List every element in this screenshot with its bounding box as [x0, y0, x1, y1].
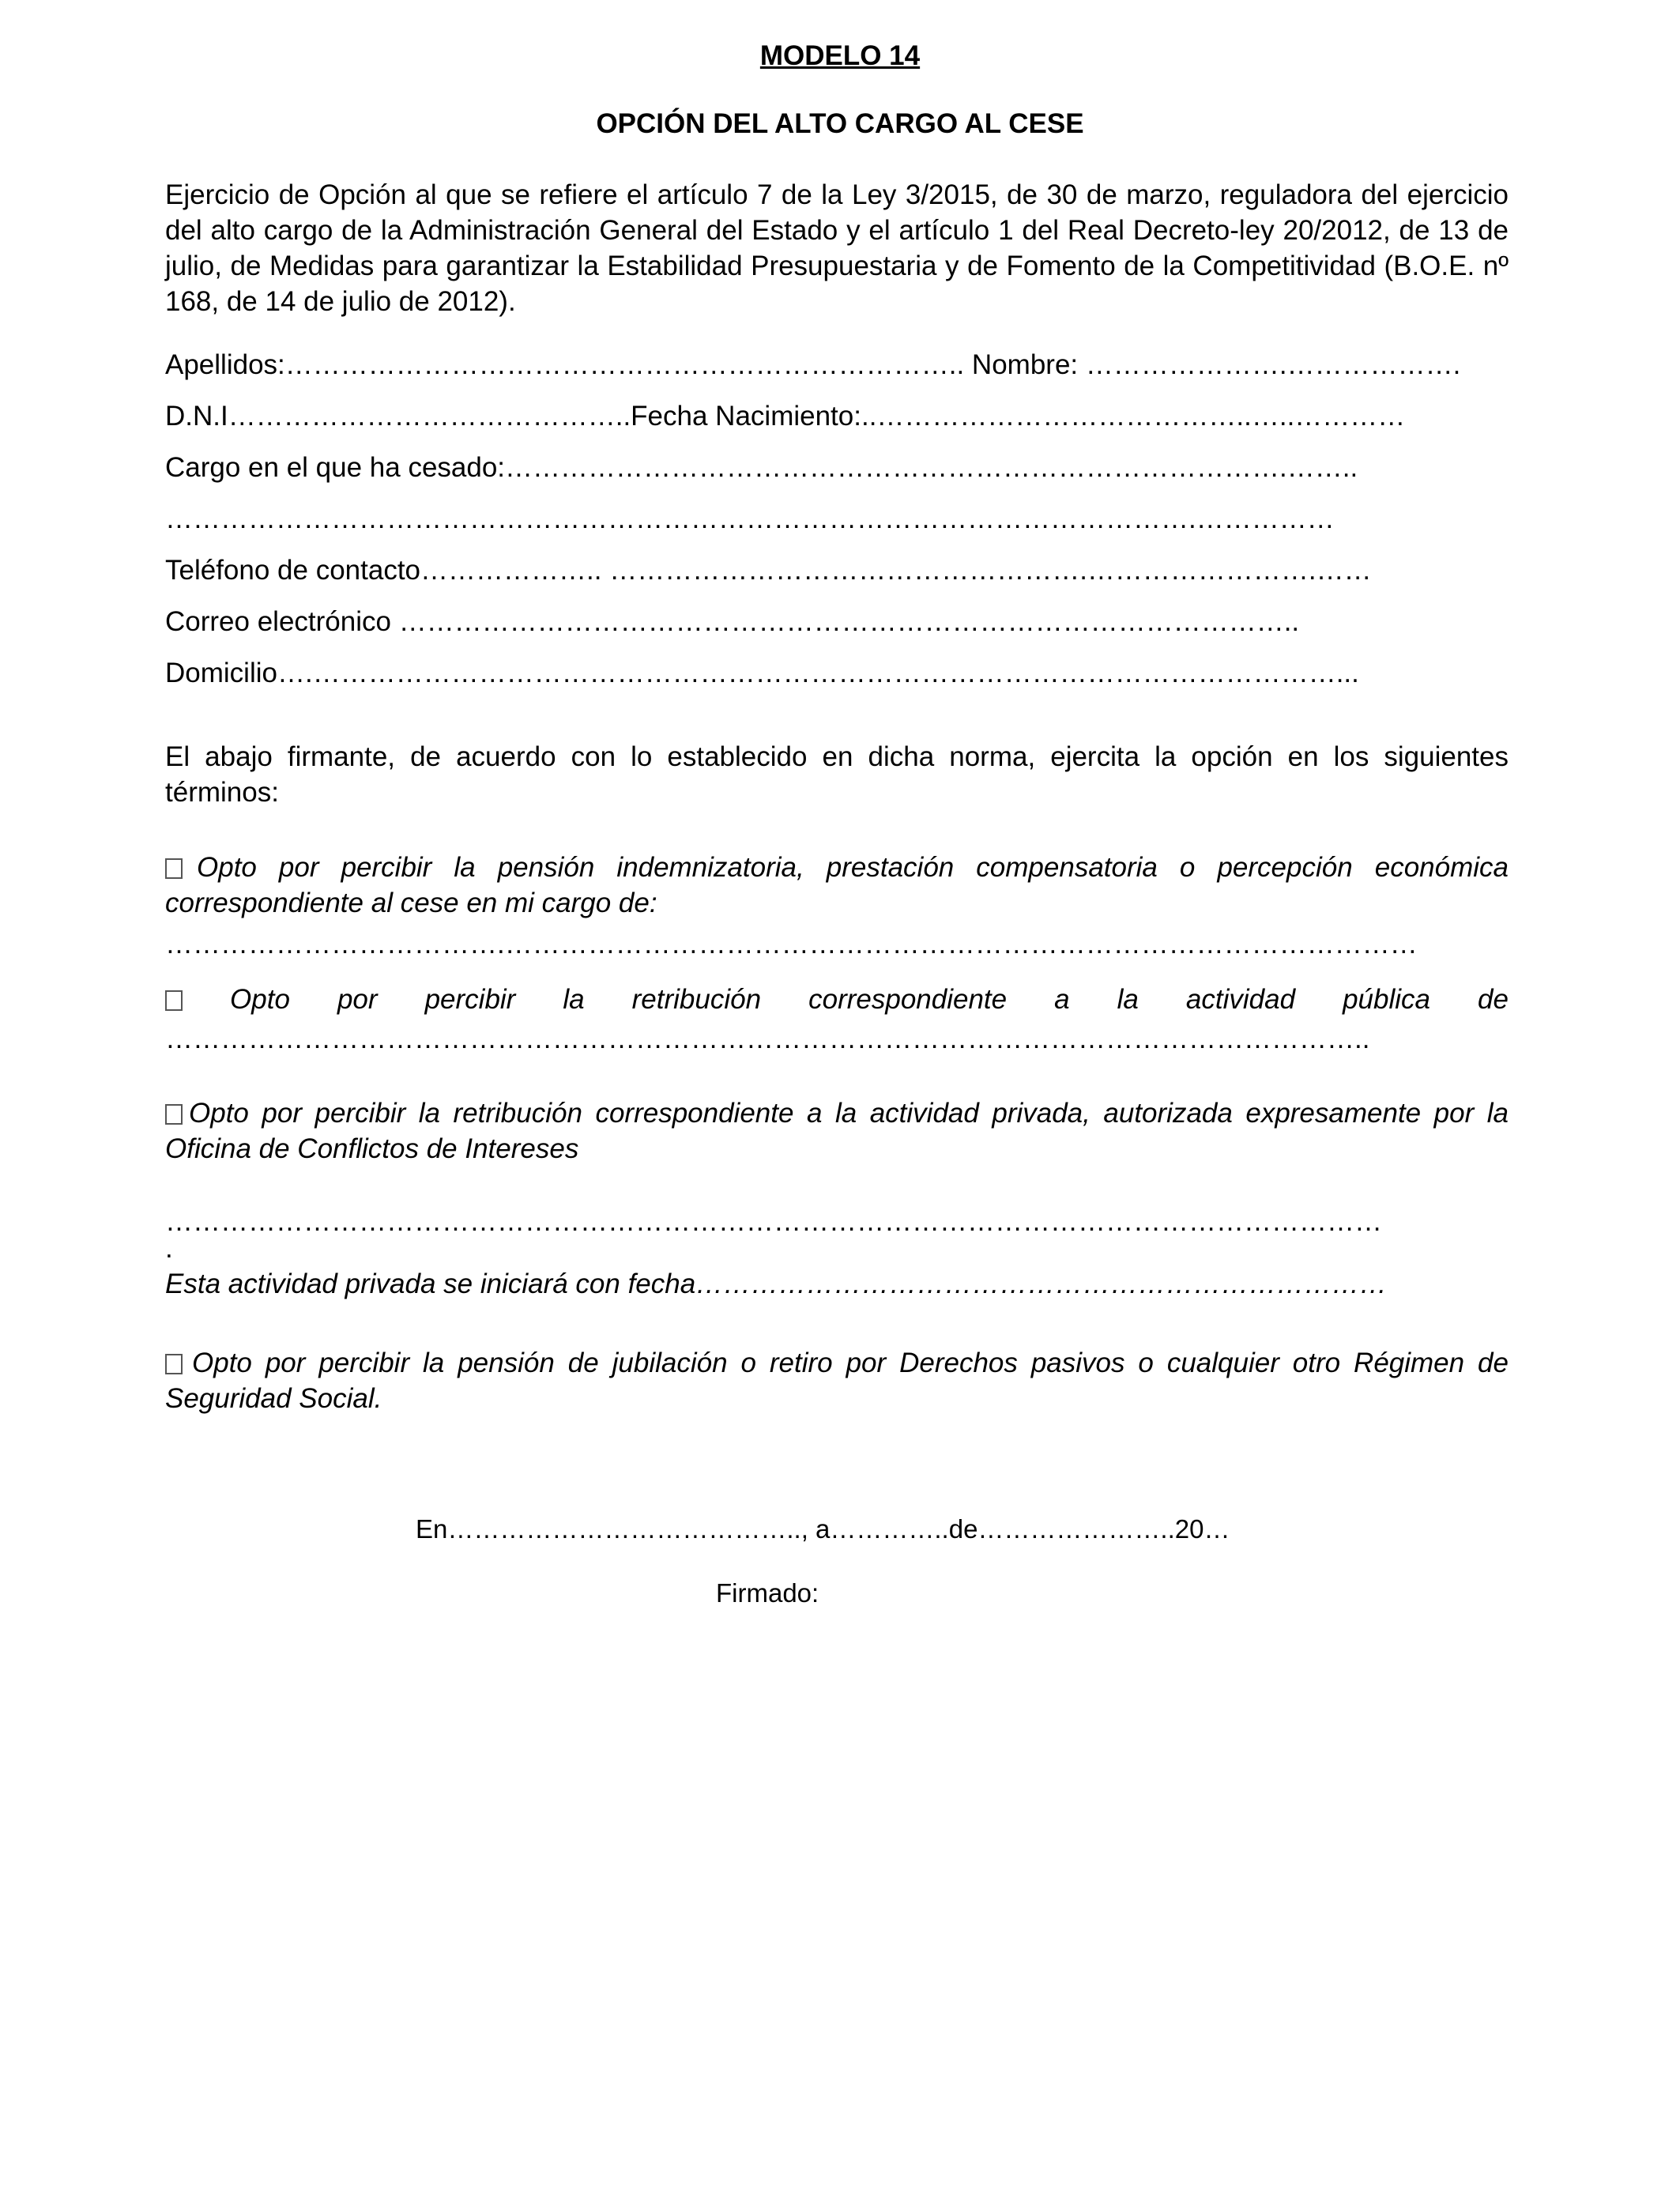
option-2-word: pública [1343, 984, 1431, 1015]
correo-field[interactable]: Correo electrónico …………………………………………………………………………………….. [165, 606, 1300, 637]
option-2-checkbox[interactable] [165, 990, 183, 1011]
dni-fecha-field[interactable]: D.N.I……………………………………..Fecha Nacimiento:..…………………………………..…..………… [165, 401, 1406, 432]
option-2-word: la [1117, 984, 1139, 1015]
option-2-word: de [1478, 984, 1509, 1015]
option-3 [165, 1095, 1509, 1167]
intro-paragraph: Ejercicio de Opción al que se refiere el artículo 7 de la Ley 3/2015, de 30 de marzo, reguladora del ejercicio del alto cargo de la Administración General del Estado y el artículo 1 del Real Decreto-ley 20/2012, de 13 de julio, de Medidas para garantizar la Estabilidad Presupuestaria y de Fomento de la Competitividad (B.O.E. nº 168, de 14 de julio de 2012). [165, 179, 1509, 317]
option-4-text: Opto por percibir la pensión de jubilación o retiro por Derechos pasivos o cualquier otro Régimen de Seguridad Social. [165, 1348, 1509, 1414]
option-2-word: actividad [1185, 984, 1296, 1015]
option-2-word: percibir [424, 984, 516, 1015]
option-2-word: a [1054, 984, 1070, 1015]
option-3-checkbox[interactable] [165, 1104, 183, 1125]
option-1 [165, 850, 1509, 921]
cargo-field[interactable]: Cargo en el que ha cesado:………………………………………………………………………….…….. [165, 452, 1358, 483]
page-title: OPCIÓN DEL ALTO CARGO AL CESE [596, 108, 1084, 139]
telefono-field[interactable]: Teléfono de contacto……………….. …………………………………………….…………………….…… [165, 555, 1372, 586]
option-3-dot: . [165, 1233, 173, 1264]
option-2-word: Opto [230, 984, 290, 1015]
option-2-checkbox-wrap[interactable] [165, 982, 183, 1018]
signed-label: Firmado: [716, 1578, 819, 1608]
option-2-word: la [563, 984, 585, 1015]
model-number: MODELO 14 [759, 40, 921, 71]
option-4 [165, 1345, 1509, 1416]
place-date-line[interactable]: En………………………………….., a…………..de…………………..20… [416, 1514, 1230, 1544]
option-2-dots[interactable]: ………………………………………………………………………………………………………………….. [165, 1023, 1370, 1054]
option-2-word: retribución [631, 984, 762, 1015]
option-3-text: Opto por percibir la retribución correspondiente a la actividad privada, autorizada expresamente por la Oficina de Conflictos de Intereses [165, 1098, 1509, 1164]
option-2 [165, 982, 1509, 1018]
option-2-word: correspondiente [808, 984, 1008, 1015]
option-3-start-date[interactable]: Esta actividad privada se iniciará con fecha………………………………………………………………… [165, 1269, 1388, 1299]
option-4-checkbox[interactable] [165, 1354, 183, 1374]
option-1-dots[interactable]: ……………………………….……………………………………………………………………………………… [165, 929, 1418, 959]
domicilio-field[interactable]: Domicilio….…………………………………………………………………………………………………... [165, 658, 1359, 688]
apellidos-nombre-field[interactable]: Apellidos:……………………………………………………………….. Nombre: ………………….………………. [165, 349, 1461, 380]
option-3-dots[interactable]: …………………………………………………………………………………………………………………… [165, 1206, 1382, 1237]
cargo-field-continued[interactable]: ………………………………………………………………………………………………….…………… [165, 503, 1335, 534]
option-1-checkbox[interactable] [165, 858, 183, 879]
option-1-text: Opto por percibir la pensión indemnizatoria, prestación compensatoria o percepción económica correspondiente al cese en mi cargo de: [165, 852, 1509, 918]
statement-paragraph: El abajo firmante, de acuerdo con lo establecido en dicha norma, ejercita la opción en los siguientes términos: [165, 741, 1509, 808]
option-2-word: por [337, 984, 378, 1015]
